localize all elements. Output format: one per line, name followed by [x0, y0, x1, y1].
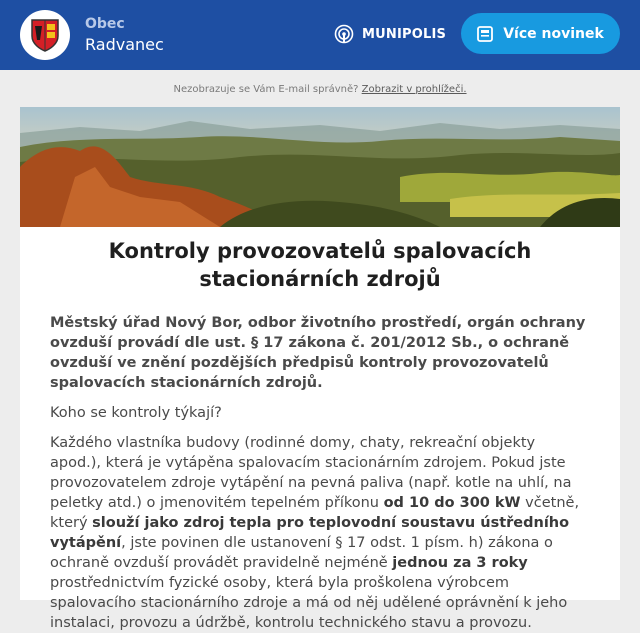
paragraph-text-4: prostřednictvím fyzické osoby, která byla proškolena výrobcem spalovacího stacionárního zdroje a má od něj udělené oprávnění k jeho instalaci, provozu a údržbě, kontrolu technického stavu a provozu.: [50, 575, 568, 631]
paragraph-bold-3: jednou za 3 roky: [392, 555, 528, 571]
munipolis-brand[interactable]: [334, 24, 446, 44]
landscape-banner-image: [20, 107, 620, 227]
article-title: Kontroly provozovatelů spalovacích stacionárních zdrojů: [108, 239, 532, 291]
paragraph-text-1: Každého vlastníka budovy (rodinné domy, chaty, rekreační objekty apod.), která je vytápěna spalovacím stacionárním zdrojem. Pokud jste provozovatelem zdroje vytápění na pevná paliva (např. kotle na uhlí, na peletky atd.) o jmenovitém tepelném příkonu: [50, 435, 572, 511]
notice-text: Nezobrazuje se Vám E-mail správně?: [173, 84, 359, 95]
more-news-button[interactable]: [461, 13, 620, 54]
header-bar: [0, 0, 640, 70]
paragraph-text-2: včetně, který: [50, 495, 580, 531]
coat-of-arms-icon: [30, 18, 60, 52]
view-in-browser-link[interactable]: Zobrazit v prohlížeči.: [361, 84, 467, 95]
municipality-name: [85, 14, 164, 56]
paragraph-bold-2: slouží jako zdroj tepla pro teplovodní soustavu ústředního vytápění: [50, 515, 570, 551]
news-icon: [477, 26, 493, 42]
paragraph-text-3: , jste povinen dle ustanovení § 17 odst. 1 písm. h) zákona o ochraně ovzduší provádět pravidelně nejméně: [50, 535, 553, 571]
article-card: [20, 107, 620, 631]
article-body: [20, 313, 620, 633]
munipolis-label: MUNIPOLIS: [362, 26, 447, 42]
paragraph-bold-1: od 10 do 300 kW: [383, 495, 521, 511]
more-news-label: Více novinek: [503, 25, 604, 42]
municipality-type: Obec: [85, 16, 125, 32]
coat-of-arms-logo[interactable]: [20, 10, 70, 60]
article-paragraph: [50, 433, 590, 633]
article-question: Koho se kontroly týkají?: [50, 405, 222, 421]
article-lead: Městský úřad Nový Bor, odbor životního prostředí, orgán ochrany ovzduší provádí dle ust. § 17 zákona č. 201/2012 Sb., o ochraně ovzduší ve znění pozdějších předpisů kontroly provozovatelů spalovacích stacionárních zdrojů.: [50, 315, 586, 391]
broadcast-icon: [334, 24, 354, 44]
municipality-title: Radvanec: [85, 35, 164, 54]
view-in-browser-notice: [0, 82, 640, 98]
